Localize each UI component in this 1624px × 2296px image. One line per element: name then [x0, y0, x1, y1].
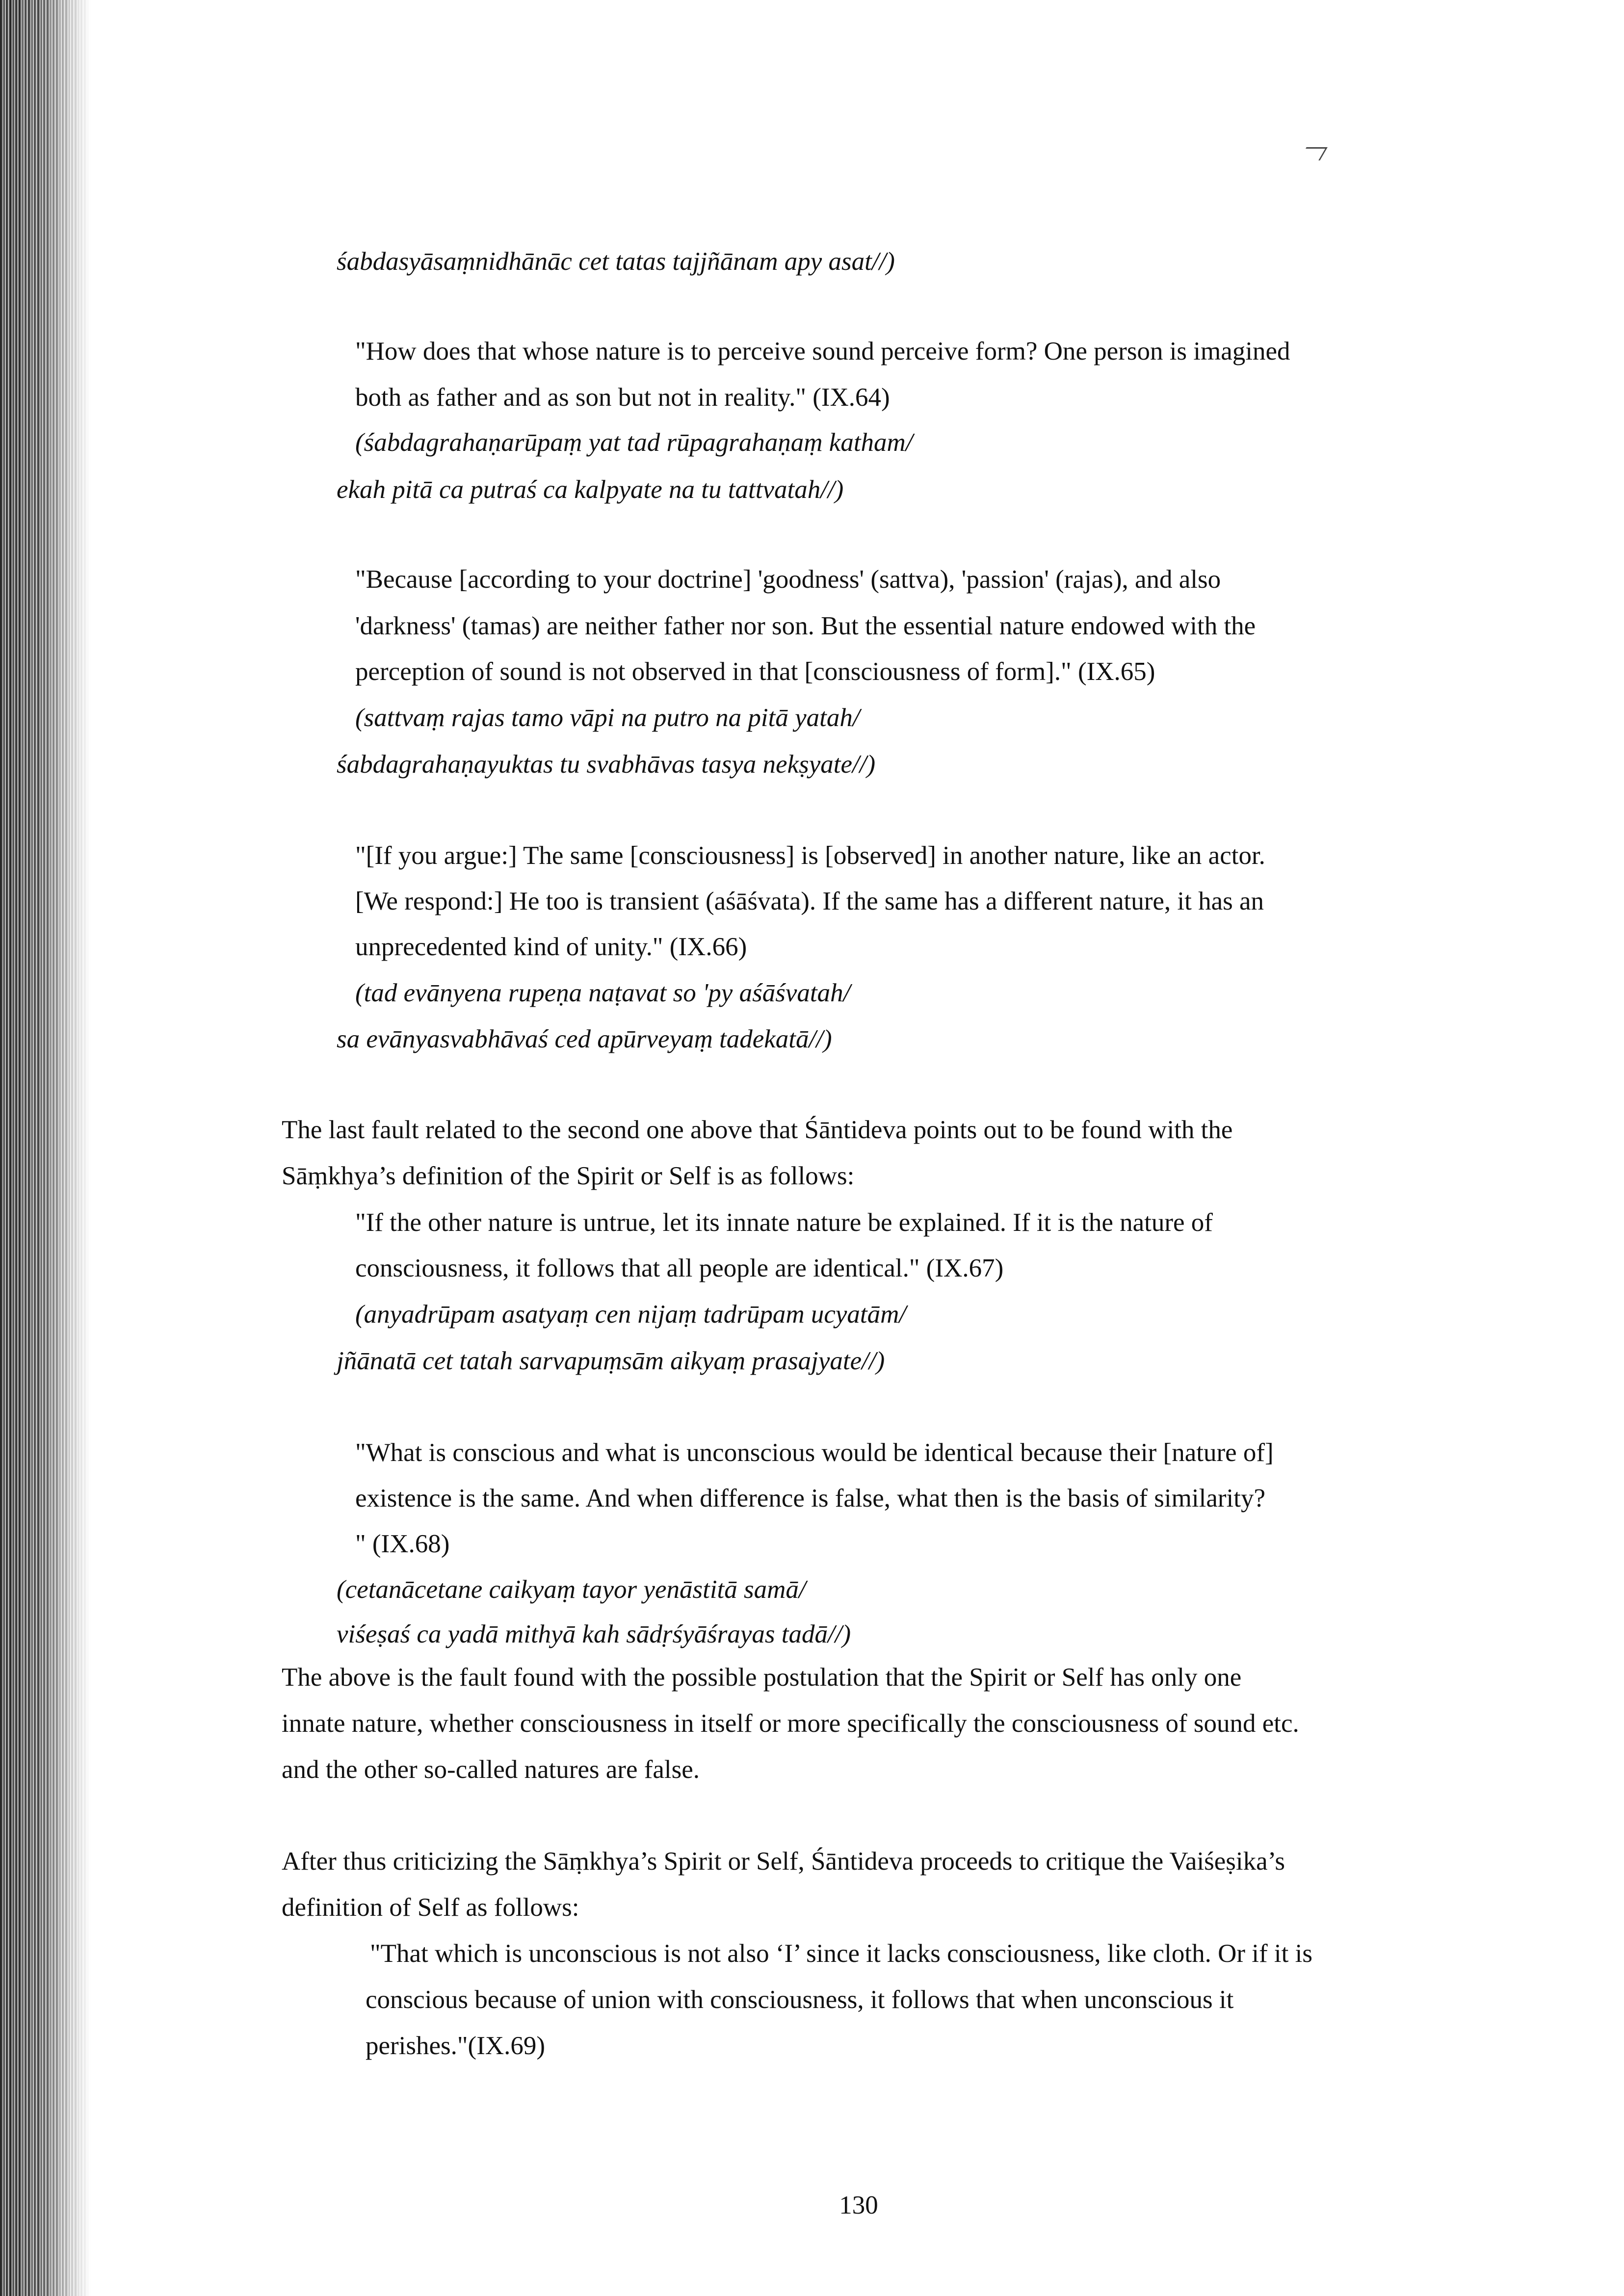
quote-line: consciousness, it follows that all people are identical." (IX.67) [355, 1254, 1004, 1282]
quote-line: " (IX.68) [355, 1530, 450, 1558]
verse-line: (cetanācetane caikyaṃ tayor yenāstitā samā/ [337, 1575, 806, 1604]
quote-line: "How does that whose nature is to perceive sound perceive form? One person is imagined [355, 337, 1290, 365]
quote-line: existence is the same. And when difference is false, what then is the basis of similarity? [355, 1484, 1265, 1513]
verse-line: ekah pitā ca putraś ca kalpyate na tu tattvatah//) [337, 475, 844, 504]
verse-line: (tad evānyena rupeṇa naṭavat so 'py aśāśvatah/ [355, 979, 851, 1007]
paragraph-line: innate nature, whether consciousness in itself or more specifically the consciousness of sound etc. [282, 1709, 1299, 1738]
paragraph-line: definition of Self as follows: [282, 1893, 579, 1922]
paragraph-line: After thus criticizing the Sāṃkhya’s Spirit or Self, Śāntideva proceeds to critique the Vaiśeṣika’s [282, 1847, 1285, 1876]
quote-line: "If the other nature is untrue, let its innate nature be explained. If it is the nature of [355, 1208, 1213, 1237]
verse-line: (śabdagrahaṇarūpaṃ yat tad rūpagrahaṇaṃ katham/ [355, 428, 913, 457]
quote-line: perishes."(IX.69) [366, 2032, 546, 2060]
paragraph-line: The last fault related to the second one above that Śāntideva points out to be found with the [282, 1116, 1233, 1144]
quote-line: perception of sound is not observed in that [consciousness of form]." (IX.65) [355, 657, 1155, 686]
quote-line: 'darkness' (tamas) are neither father nor son. But the essential nature endowed with the [355, 612, 1256, 640]
quote-line: [We respond:] He too is transient (aśāśvata). If the same has a different nature, it has an [355, 887, 1264, 915]
verse-line: jñānatā cet tatah sarvapuṃsām aikyaṃ prasajyate//) [337, 1347, 885, 1375]
quote-line: both as father and as son but not in reality." (IX.64) [355, 383, 890, 412]
verse-line: (sattvaṃ rajas tamo vāpi na putro na pitā yatah/ [355, 704, 860, 732]
paragraph-line: Sāṃkhya’s definition of the Spirit or Self is as follows: [282, 1162, 855, 1190]
paragraph-line: The above is the fault found with the possible postulation that the Spirit or Self has only one [282, 1663, 1242, 1692]
quote-line: unprecedented kind of unity." (IX.66) [355, 933, 747, 961]
verse-line: (anyadrūpam asatyaṃ cen nijaṃ tadrūpam ucyatām/ [355, 1300, 907, 1329]
verse-line: viśeṣaś ca yadā mithyā kah sādṛśyāśrayas tadā//) [337, 1620, 851, 1648]
verse-line: śabdagrahaṇayuktas tu svabhāvas tasya nekṣyate//) [337, 750, 876, 779]
quote-line: "[If you argue:] The same [consciousness] is [observed] in another nature, like an actor. [355, 841, 1265, 870]
paragraph-line: and the other so-called natures are false. [282, 1755, 700, 1784]
quote-line: "Because [according to your doctrine] 'goodness' (sattva), 'passion' (rajas), and also [355, 565, 1221, 594]
verse-line: sa evānyasvabhāvaś ced apūrveyaṃ tadekatā//) [337, 1025, 832, 1053]
quote-line: "That which is unconscious is not also ‘I’ since it lacks consciousness, like cloth. Or if it is [370, 1939, 1312, 1968]
page-number: 130 [839, 2191, 878, 2219]
quote-line: "What is conscious and what is unconscious would be identical because their [nature of] [355, 1438, 1274, 1467]
quote-line: conscious because of union with consciousness, it follows that when unconscious it [366, 1985, 1234, 2014]
verse-line: śabdasyāsaṃnidhānāc cet tatas tajjñānam apy asat//) [337, 247, 895, 276]
